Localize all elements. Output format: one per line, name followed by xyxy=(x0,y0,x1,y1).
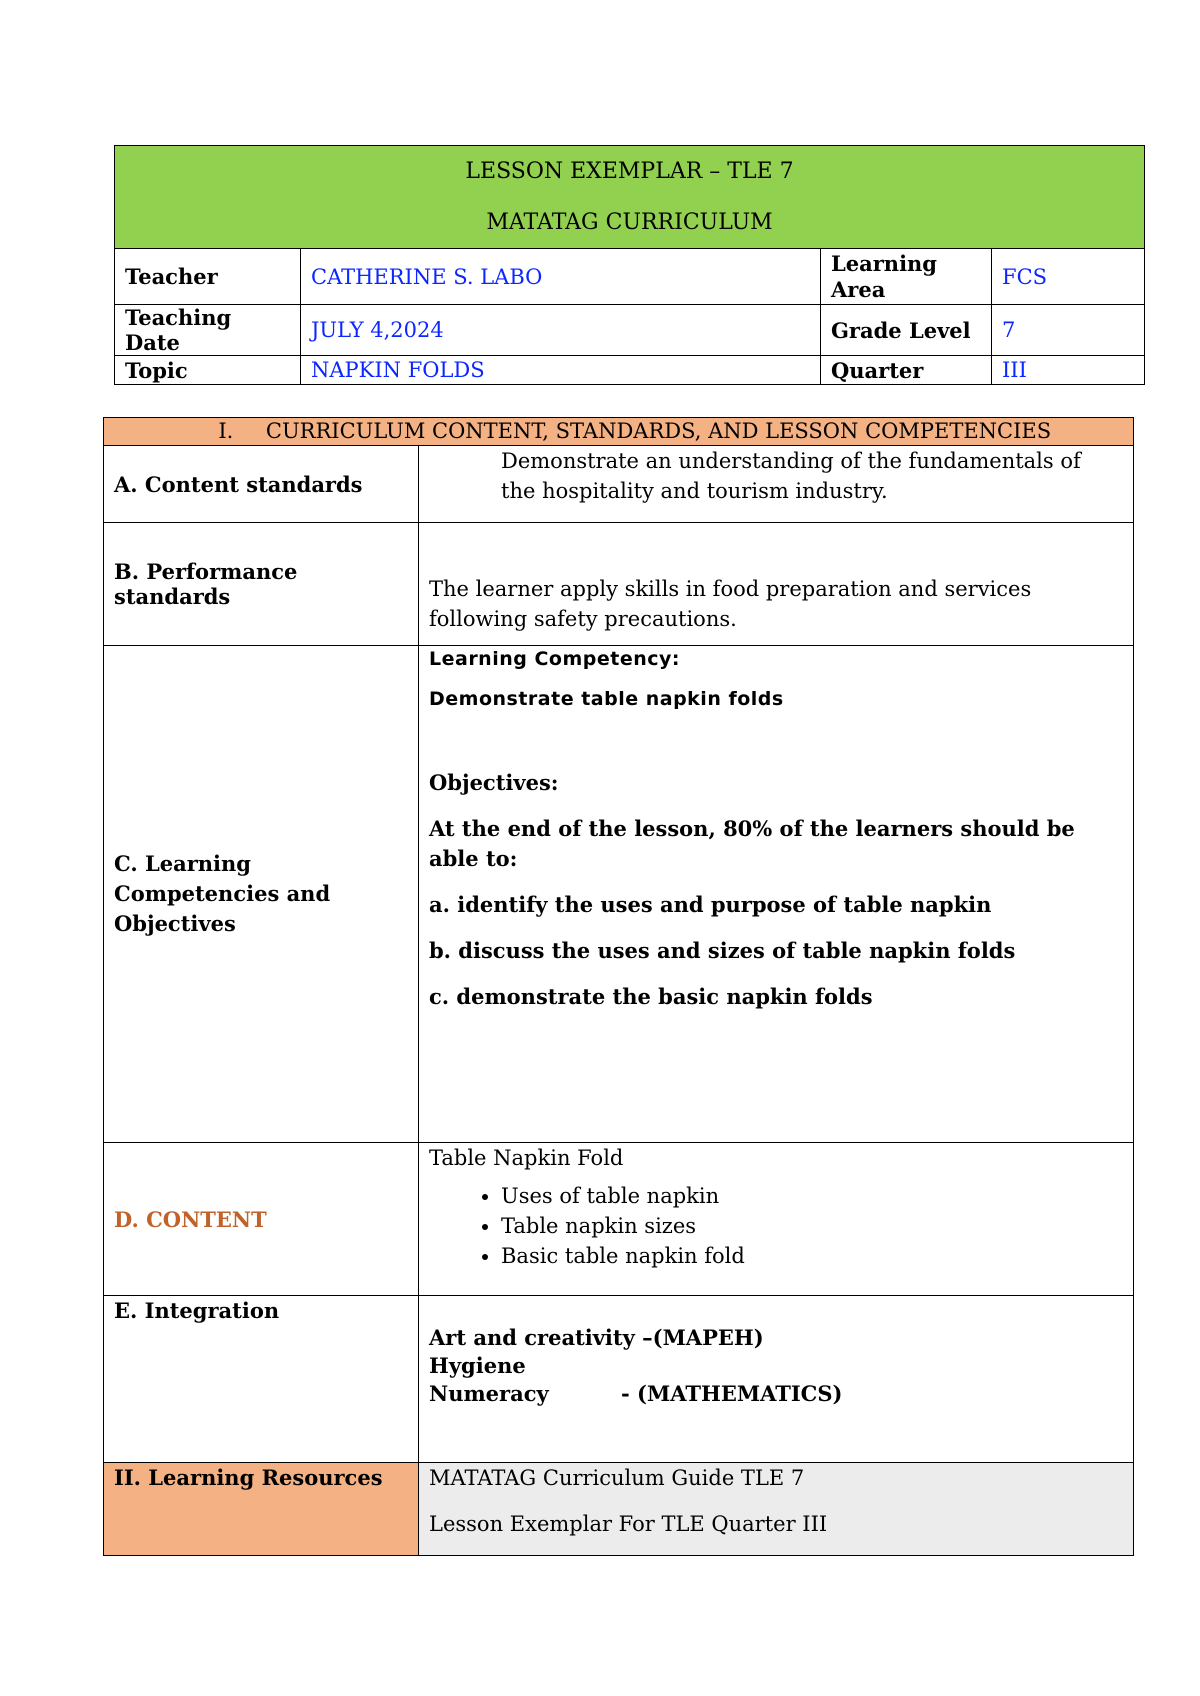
quarter-value: III xyxy=(992,356,1145,385)
learning-area-value: FCS xyxy=(992,249,1145,305)
objective-item: c. demonstrate the basic napkin folds xyxy=(429,984,873,1009)
integration-label: E. Integration xyxy=(104,1296,419,1463)
content-standards-label: A. Content standards xyxy=(104,446,419,523)
objective-item: a. identify the uses and purpose of table napkin xyxy=(429,892,992,917)
integration-line xyxy=(429,1380,1123,1408)
objectives-heading: Objectives: xyxy=(429,770,559,795)
integration-line: Art and creativity –(MAPEH) xyxy=(429,1325,764,1350)
content-standards-text: Demonstrate an understanding of the fundamentals of the hospitality and tourism industry. xyxy=(419,446,1134,523)
quarter-label: Quarter xyxy=(821,356,992,385)
competency-heading: Learning Competency: xyxy=(429,648,680,670)
resource-item: Lesson Exemplar For TLE Quarter III xyxy=(429,1512,828,1536)
performance-standards-text: The learner apply skills in food preparation and services following safety precautions. xyxy=(419,523,1134,646)
grade-level-value: 7 xyxy=(992,305,1145,356)
curriculum-table xyxy=(103,417,1134,1556)
integration-numeracy: Numeracy xyxy=(429,1381,549,1406)
grade-level-label: Grade Level xyxy=(821,305,992,356)
list-item: • Uses of table napkin xyxy=(501,1181,1123,1211)
lesson-header-table xyxy=(114,145,1145,385)
teaching-date-value: JULY 4,2024 xyxy=(301,305,821,356)
learning-area-label: Learning Area xyxy=(821,249,992,305)
integration-line: Hygiene xyxy=(429,1353,526,1378)
content-cell xyxy=(419,1143,1134,1296)
competencies-cell xyxy=(419,646,1134,1143)
performance-standards-label: B. Performance standards xyxy=(104,523,419,646)
header-title-line2: MATATAG CURRICULUM xyxy=(486,210,773,235)
competencies-label: C. Learning Competencies and Objectives xyxy=(104,646,419,1143)
header-title-line1: LESSON EXEMPLAR – TLE 7 xyxy=(465,159,794,184)
competency-text: Demonstrate table napkin folds xyxy=(429,688,784,710)
resources-cell xyxy=(419,1463,1134,1556)
integration-math: - (MATHEMATICS) xyxy=(621,1381,843,1406)
teacher-label: Teacher xyxy=(115,249,301,305)
topic-value: NAPKIN FOLDS xyxy=(301,356,821,385)
header-title xyxy=(115,146,1145,249)
teacher-value: CATHERINE S. LABO xyxy=(301,249,821,305)
objectives-intro: At the end of the lesson, 80% of the learners should be able to: xyxy=(429,816,1075,871)
list-item: • Basic table napkin fold xyxy=(501,1241,1123,1271)
section-heading xyxy=(104,418,1134,446)
section-title: CURRICULUM CONTENT, STANDARDS, AND LESSON COMPETENCIES xyxy=(265,419,1052,443)
teaching-date-label: Teaching Date xyxy=(115,305,301,356)
content-label: D. CONTENT xyxy=(104,1143,419,1296)
topic-label: Topic xyxy=(115,356,301,385)
list-item: • Table napkin sizes xyxy=(501,1211,1123,1241)
resources-label: II. Learning Resources xyxy=(104,1463,419,1556)
objective-item: b. discuss the uses and sizes of table napkin folds xyxy=(429,938,1016,963)
content-list xyxy=(429,1181,1123,1271)
integration-cell xyxy=(419,1296,1134,1463)
section-number: I. xyxy=(218,419,234,443)
content-title: Table Napkin Fold xyxy=(429,1146,624,1170)
resource-item: MATATAG Curriculum Guide TLE 7 xyxy=(429,1466,805,1490)
